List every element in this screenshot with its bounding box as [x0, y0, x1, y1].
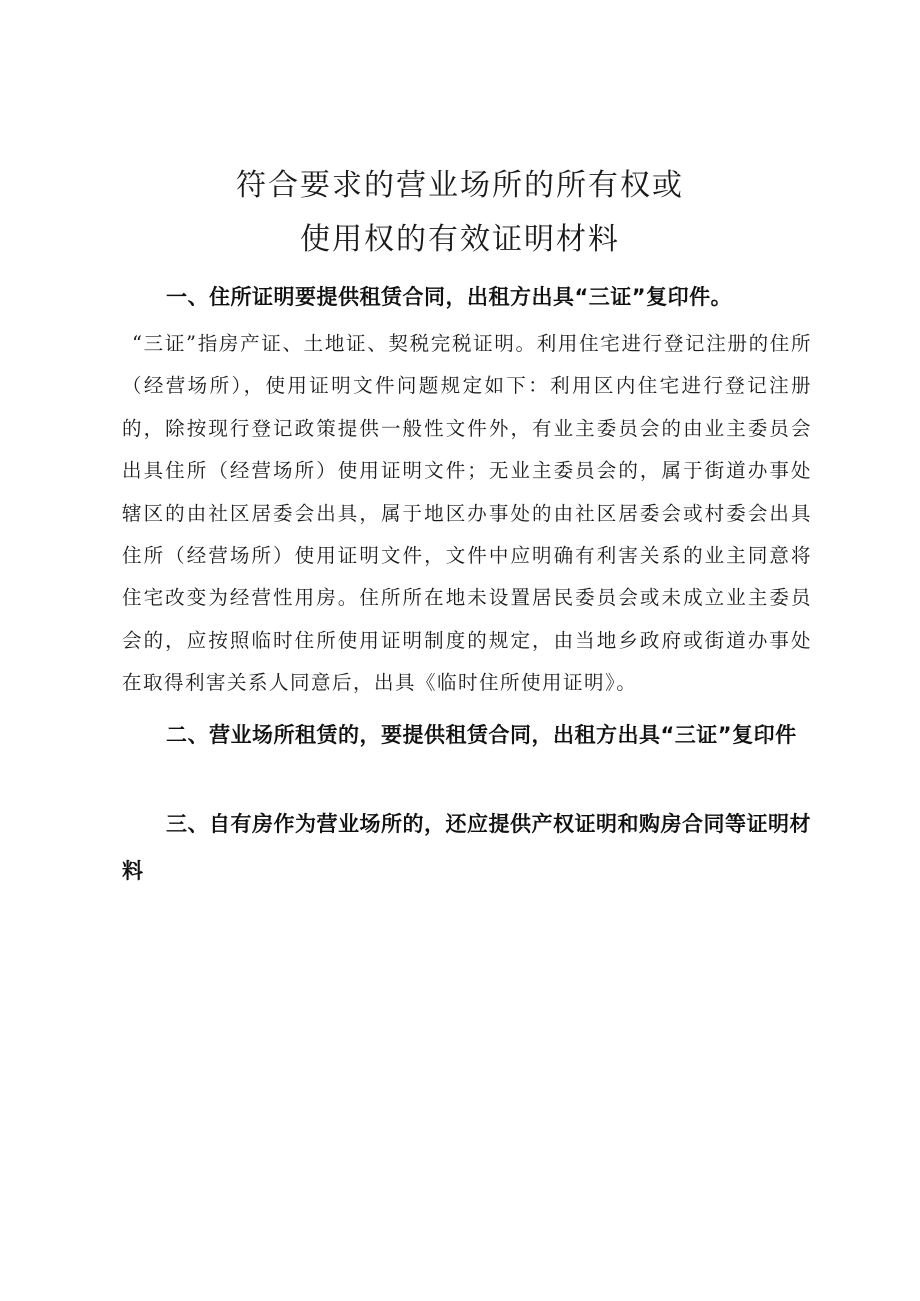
document-title-line-2: 使用权的有效证明材料	[300, 222, 620, 257]
section-1-heading: 一、住所证明要提供租赁合同，出租方出具“三证”复印件。	[166, 285, 733, 309]
document-title-line-1: 符合要求的营业场所的所有权或	[236, 168, 684, 203]
section-3-heading: 三、自有房作为营业场所的，还应提供产权证明和购房合同等证明材料	[122, 812, 811, 883]
section-2-heading: 二、营业场所租赁的，要提供租赁合同，出租方出具“三证”复印件	[166, 723, 797, 747]
section-1-body: “三证”指房产证、土地证、契税完税证明。利用住宅进行登记注册的住所（经营场所），使用证明文件问题规定如下：利用区内住宅进行登记注册的，除按现行登记政策提供一般性文件外，有业主委员会的由业主委员会出具住所（经营场所）使用证明文件；无业主委员会的，属于街道办事处辖区的由社区居委会出具，属于地区办事处的由社区居委会或村委会出具住所（经营场所）使用证明文件，文件中应明确有利害关系的业主同意将住宅改变为经营性用房。住所所在地未设置居民委员会或未成立业主委员会的，应按照临时住所使用证明制度的规定，由当地乡政府或街道办事处在取得利害关系人同意后，出具《临时住所使用证明》。	[122, 332, 812, 695]
